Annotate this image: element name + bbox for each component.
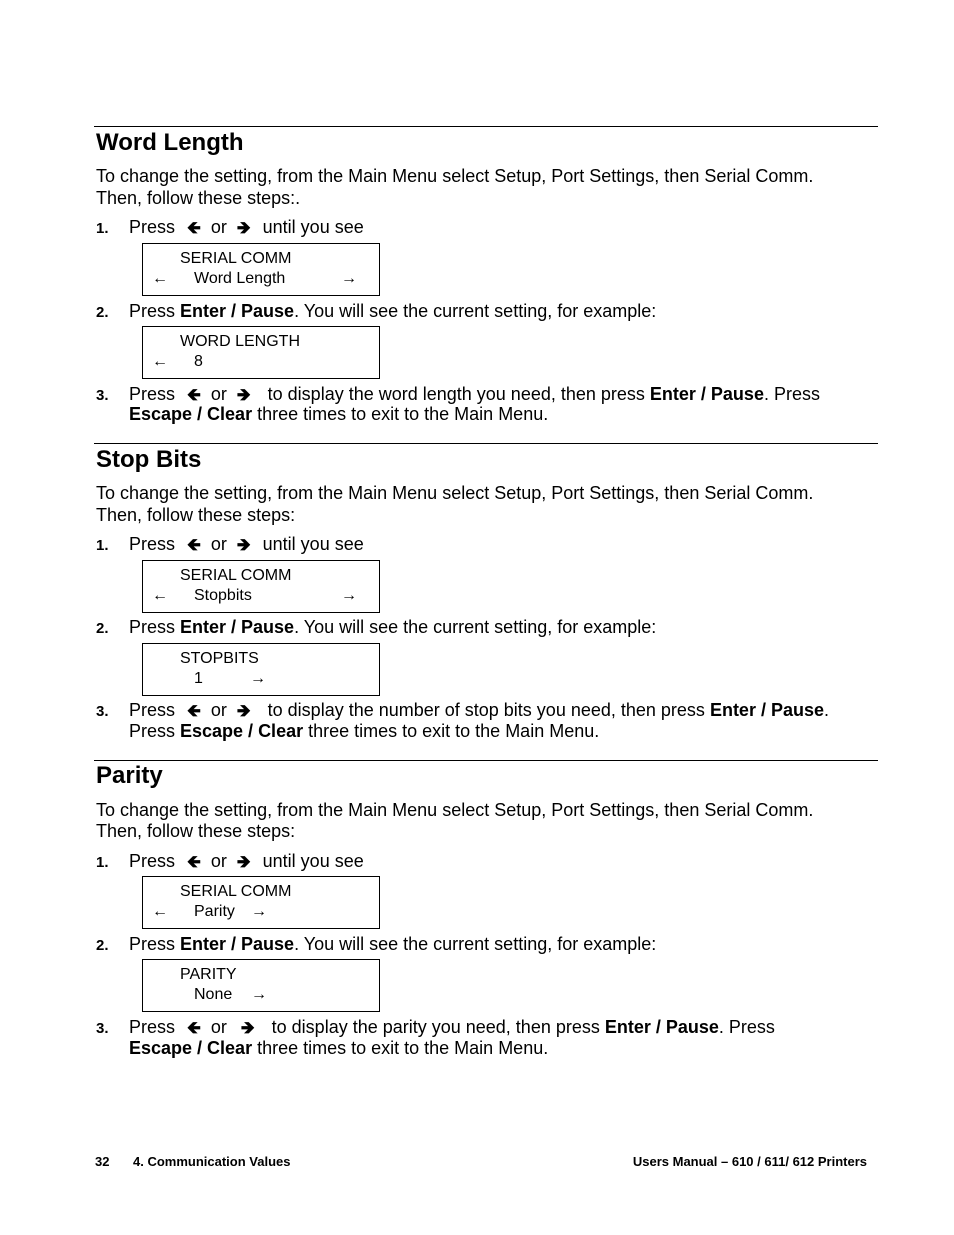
left-arrow-icon: ← (152, 587, 168, 604)
step-text: Press Enter / Pause. You will see the current setting, for example: (129, 934, 657, 954)
lcd-line-2 (143, 586, 379, 606)
lcd-line-2 (143, 352, 379, 372)
lcd-line-1: SERIAL COMM (180, 567, 292, 584)
lcd-value: 1 (194, 670, 203, 687)
right-arrow-icon: → (251, 986, 267, 1003)
step-number: 2. (96, 304, 109, 321)
step-text: Press 🡸 or 🡺 to display the word length you need, then press Enter / Pause. Press (129, 384, 820, 404)
intro-line-1: To change the setting, from the Main Menu select Setup, Port Settings, then Serial Comm. (96, 166, 814, 186)
step-text: Press Enter / Pause. You will see the current setting, for example: (129, 301, 657, 321)
lcd-display (142, 643, 380, 696)
step-text: Escape / Clear three times to exit to the Main Menu. (129, 1038, 549, 1058)
lcd-line-1: SERIAL COMM (180, 250, 292, 267)
heading-parity: Parity (96, 762, 163, 789)
lcd-line-2 (143, 669, 379, 689)
step-number: 3. (96, 703, 109, 720)
section-divider-stop-bits (94, 443, 878, 444)
lcd-line-2 (143, 902, 379, 922)
step-number: 3. (96, 387, 109, 404)
heading-word-length: Word Length (96, 129, 244, 156)
lcd-display (142, 560, 380, 613)
intro-line-2: Then, follow these steps:. (96, 188, 301, 208)
right-arrow-icon: → (251, 903, 267, 920)
step-text: Press Enter / Pause. You will see the current setting, for example: (129, 617, 657, 637)
step-text: Press 🡸 or 🡺 to display the parity you need, then press Enter / Pause. Press (129, 1017, 775, 1037)
lcd-display (142, 876, 380, 929)
lcd-line-1: WORD LENGTH (180, 333, 300, 350)
step-number: 1. (96, 537, 109, 554)
right-arrow-icon: → (341, 587, 357, 604)
bold-left-arrow-icon: 🡸 (187, 535, 201, 554)
bold-right-arrow-icon: 🡺 (236, 218, 251, 237)
lcd-value: Word Length (194, 270, 286, 287)
step-number: 2. (96, 620, 109, 637)
left-arrow-icon: ← (152, 353, 168, 370)
lcd-value: 8 (194, 353, 203, 370)
right-arrow-icon: → (250, 670, 266, 687)
bold-right-arrow-icon: 🡺 (236, 385, 251, 404)
right-arrow-icon: → (341, 270, 357, 287)
bold-right-arrow-icon: 🡺 (240, 1018, 255, 1037)
lcd-line-2 (143, 269, 379, 289)
lcd-display (142, 959, 380, 1012)
page-number: 32 (95, 1154, 110, 1169)
lcd-display (142, 326, 380, 379)
step-number: 1. (96, 854, 109, 871)
bold-right-arrow-icon: 🡺 (236, 535, 251, 554)
step-text: Press 🡸 or 🡺 until you see (129, 851, 364, 871)
lcd-line-1: SERIAL COMM (180, 883, 292, 900)
lcd-line-2 (143, 985, 379, 1005)
step-text: Press 🡸 or 🡺 until you see (129, 217, 364, 237)
step-number: 1. (96, 220, 109, 237)
lcd-value: None (194, 986, 233, 1003)
bold-left-arrow-icon: 🡸 (187, 385, 201, 404)
footer-manual-title: Users Manual – 610 / 611/ 612 Printers (632, 1154, 867, 1169)
lcd-line-1: STOPBITS (180, 650, 259, 667)
left-arrow-icon: ← (152, 903, 168, 920)
lcd-line-1: PARITY (180, 966, 237, 983)
step-text: Press 🡸 or 🡺 until you see (129, 534, 364, 554)
step-number: 3. (96, 1020, 109, 1037)
lcd-value: Stopbits (194, 587, 252, 604)
step-text: Escape / Clear three times to exit to the Main Menu. (129, 404, 549, 424)
heading-stop-bits: Stop Bits (96, 446, 202, 473)
lcd-value: Parity (194, 903, 235, 920)
left-arrow-icon: ← (152, 270, 168, 287)
bold-right-arrow-icon: 🡺 (236, 852, 251, 871)
intro-line-1: To change the setting, from the Main Menu select Setup, Port Settings, then Serial Comm. (96, 800, 814, 820)
bold-left-arrow-icon: 🡸 (187, 218, 201, 237)
bold-left-arrow-icon: 🡸 (187, 1018, 201, 1037)
intro-line-1: To change the setting, from the Main Menu select Setup, Port Settings, then Serial Comm. (96, 483, 814, 503)
section-divider-word-length (94, 126, 878, 127)
bold-right-arrow-icon: 🡺 (236, 701, 251, 720)
bold-left-arrow-icon: 🡸 (187, 852, 201, 871)
footer-chapter: 4. Communication Values (133, 1154, 291, 1169)
bold-left-arrow-icon: 🡸 (187, 701, 201, 720)
intro-line-2: Then, follow these steps: (96, 821, 296, 841)
step-text: Press Escape / Clear three times to exit to the Main Menu. (129, 721, 600, 741)
intro-line-2: Then, follow these steps: (96, 505, 296, 525)
section-divider-parity (94, 760, 878, 761)
step-text: Press 🡸 or 🡺 to display the number of stop bits you need, then press Enter / Pause. (129, 700, 829, 720)
lcd-display (142, 243, 380, 296)
step-number: 2. (96, 937, 109, 954)
